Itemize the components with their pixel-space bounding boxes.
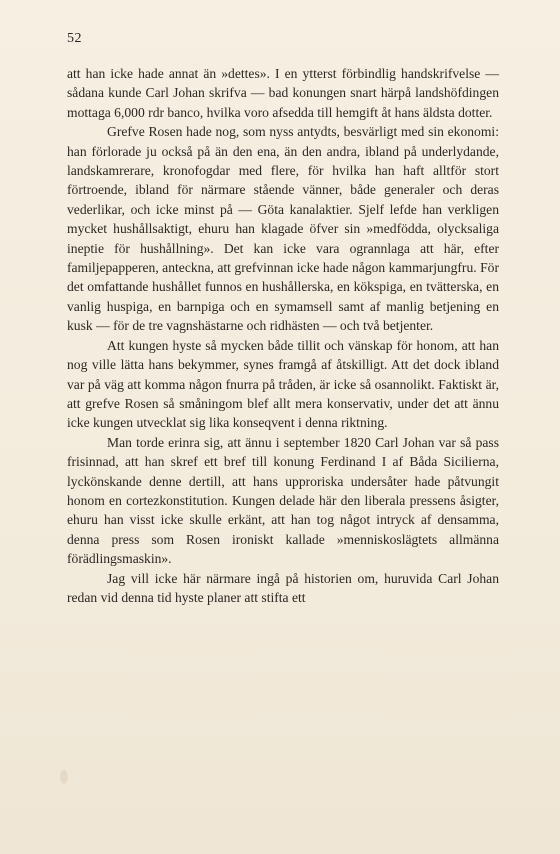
paragraph-1: att han icke hade annat än »dettes». I en ytterst förbindlig handskrifvelse — sådana kunde Carl Johan skrifva — bad konungen snart härpå landshöfdingen mottaga 6,000 rdr banco, hvilka voro afsedda till hemgift åt hans äldsta dotter.	[67, 66, 499, 120]
paragraph-2: Grefve Rosen hade nog, som nyss antydts, besvärligt med sin ekonomi: han förlorade ju också på än den ena, än den andra, ibland på underlydande, landskamrerare, kronofogdar med flere, för hvilka han haft alltför stort förtroende, ibland för närmare stående vänner, både generaler och deras vederlikar, och icke minst på — Göta kanalaktier. Sjelf lefde han verkligen mycket hushållsaktigt, ehuru han klagade öfver sin »medfödda, olycksaliga ineptie för hushållning». Det kan icke vara ogrannlaga att här, efter familjepapperen, anteckna, att grefvinnan icke hade någon kammarjungfru. För det omfattande hushållet funnos en hushållerska, en kökspiga, en tvätterska, en vanlig huspiga, en barnpiga och en symamsell samt af manlig betjening en kusk — för de tre vagnshästarne och ridhästen — och två betjenter.	[67, 124, 499, 334]
paragraph-3: Att kungen hyste så mycken både tillit och vänskap för honom, att han nog ville lätta hans bekymmer, synes framgå af åtskilligt. Att det dock ibland var på väg att komma någon fnurra på tråden, är icke så osannolikt. Faktiskt är, att grefve Rosen så småningom blef allt mera konservativ, under det att ännu icke kungen utvecklat sig lika konseqvent i denna riktning.	[67, 337, 499, 431]
paragraph-4: Man torde erinra sig, att ännu i september 1820 Carl Johan var så pass frisinnad, att han skref ett bref till konung Ferdinand I af Båda Sicilierna, lyckönskande denne dertill, att hans upproriska undersåter hade påtvungit honom en cortezkonstitution. Kungen delade här den liberala pressens åsigter, ehuru han visst icke skulle erkänt, att han tog något intryck af densamma, denna press som Rosen ironiskt kallade »menniskoslägtets allmänna förädlingsmaskin».	[67, 434, 499, 567]
page-number: 52	[67, 31, 82, 46]
body-text	[67, 64, 499, 607]
paragraph-5: Jag vill icke här närmare ingå på historien om, huruvida Carl Johan redan vid denna tid hyste planer att stifta ett	[67, 570, 499, 605]
paper-stain	[60, 770, 68, 784]
